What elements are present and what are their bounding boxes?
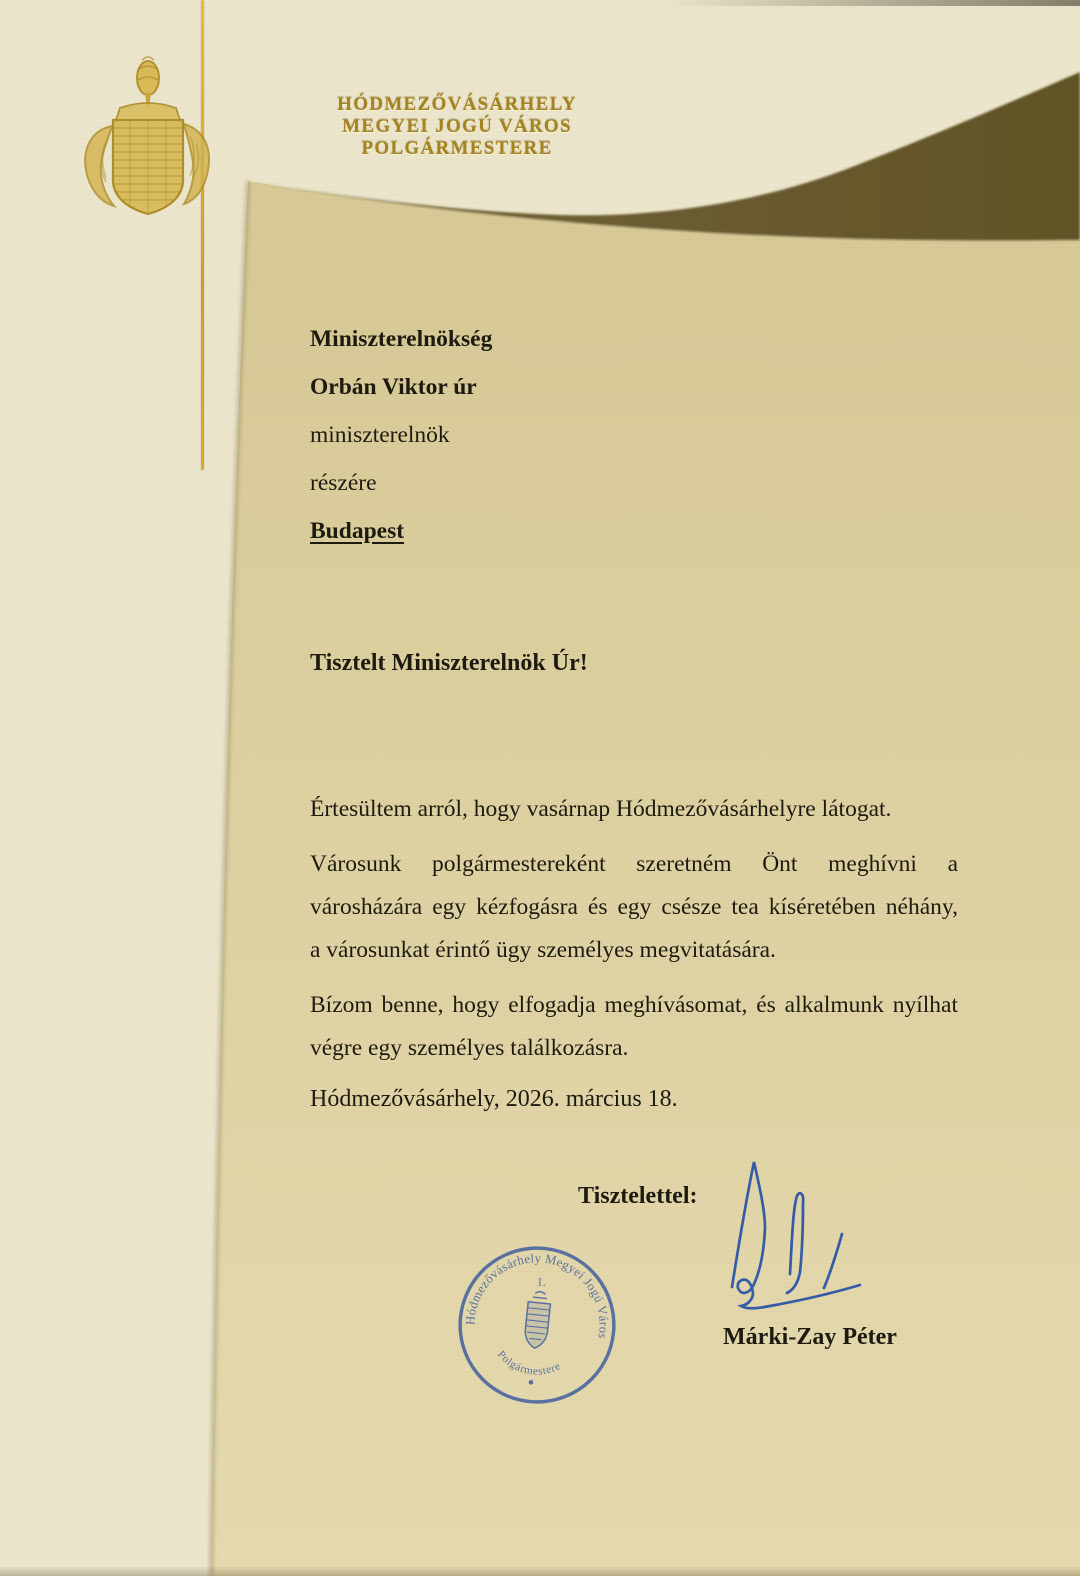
- recipient-title: miniszterelnök: [310, 422, 450, 448]
- body-line: a városunkat érintő ügy személyes megvitatására.: [310, 937, 776, 963]
- body-line: városházára egy kézfogásra és egy csésze tea kíséretében néhány,: [310, 894, 958, 920]
- paragraph: [310, 984, 958, 1070]
- closing-label: Tisztelettel:: [578, 1183, 698, 1209]
- letterhead-title-line: POLGÁRMESTERE: [361, 138, 553, 159]
- stamp-coat-of-arms: [524, 1291, 552, 1350]
- recipient-city: Budapest: [310, 518, 405, 544]
- stamp-arc-text: Hódmezővásárhely Megyei Jogú Város: [463, 1251, 611, 1341]
- signer-name: Márki-Zay Péter: [723, 1324, 897, 1350]
- coat-of-arms-emboss: [58, 48, 228, 228]
- paragraph: [310, 788, 958, 831]
- letterhead-title-line: MEGYEI JOGÚ VÁROS: [342, 116, 572, 137]
- letterhead-title: [292, 94, 622, 160]
- body-line: Bízom benne, hogy elfogadja meghívásomat, és alkalmunk nyílhat: [310, 992, 958, 1018]
- dateline: Hódmezővásárhely, 2026. március 18.: [310, 1086, 678, 1112]
- recipient-org: Miniszterelnökség: [310, 326, 493, 352]
- letterhead-title-line: HÓDMEZŐVÁSÁRHELY: [337, 94, 577, 115]
- salutation: Tisztelt Miniszterelnök Úr!: [310, 650, 588, 676]
- body-line: végre egy személyes találkozásra.: [310, 1035, 629, 1061]
- body-line: Értesültem arról, hogy vasárnap Hódmezővásárhelyre látogat.: [310, 796, 892, 822]
- paragraph: [310, 843, 958, 972]
- stamp-bottom-text: Polgármestere: [494, 1348, 563, 1378]
- signature: [690, 1135, 900, 1325]
- body-line: Városunk polgármestereként szeretném Önt meghívni a: [310, 851, 958, 877]
- recipient-block: [310, 326, 492, 566]
- letter-body: [310, 788, 958, 1082]
- recipient-name: Orbán Viktor úr: [310, 374, 477, 400]
- official-stamp: [439, 1227, 635, 1423]
- stamp-dot: [528, 1380, 533, 1385]
- stamp-number: 1.: [536, 1274, 547, 1289]
- recipient-attn: részére: [310, 470, 377, 496]
